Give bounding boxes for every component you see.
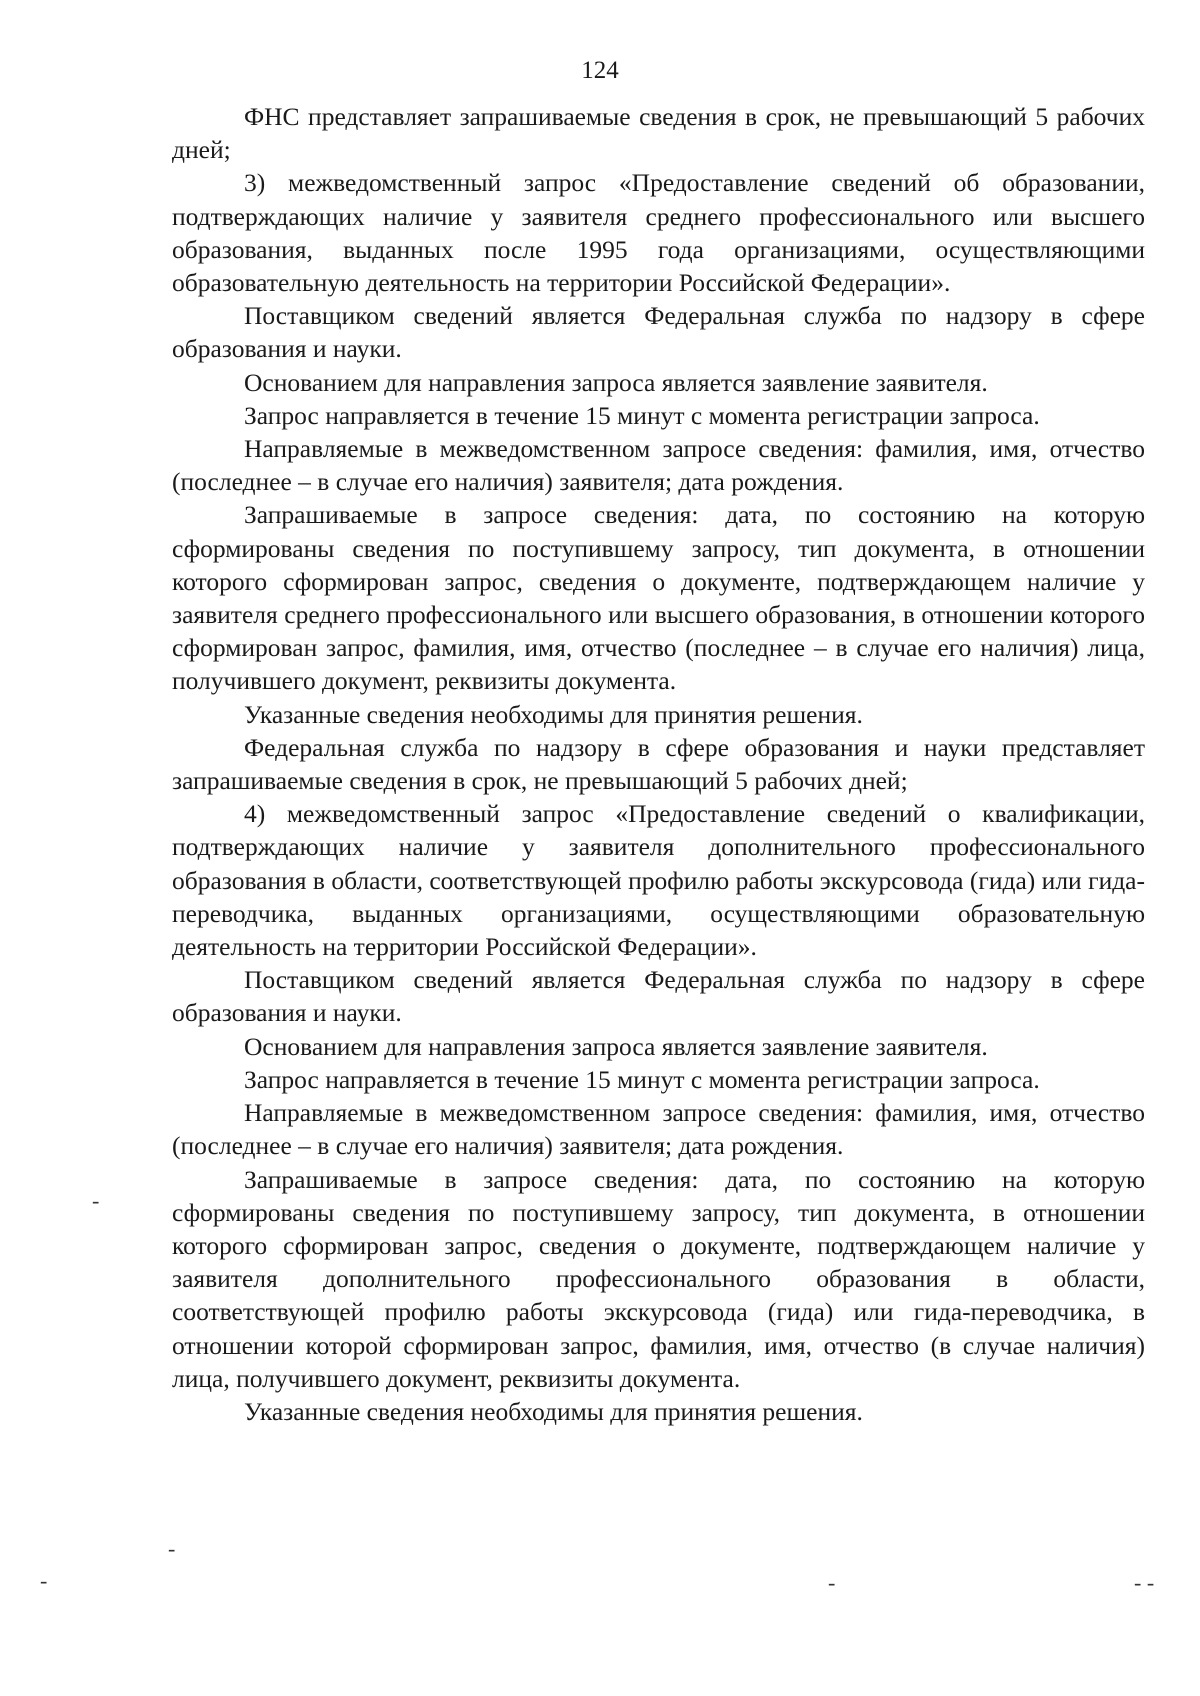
paragraph-basis: Основанием для направления запроса является заявление заявителя. [244,1031,988,1061]
scan-mark: - [828,1570,836,1595]
scan-mark: - [40,1568,48,1593]
document-body [172,100,1145,1428]
scan-mark: - - [1134,1570,1155,1595]
paragraph-sent-data: Направляемые в межведомственном запросе сведения: фамилия, имя, отчество (последнее – в случае его наличия) заявителя; дата рождения. [172,1098,1145,1161]
paragraph-sent-data: Направляемые в межведомственном запросе сведения: фамилия, имя, отчество (последнее – в случае его наличия) заявителя; дата рождения. [172,434,1145,497]
scan-mark: - [168,1536,176,1561]
paragraph-request-4: 4) межведомственный запрос «Предоставление сведений о квалификации, подтверждающих наличие у заявителя дополнительного профессионального образования в области, соответствующей профилю работы экскурсовода (гида) или гида-переводчика, выданных организациями, осуществляющими образовательную деятельность на территории Российской Федерации». [172,799,1145,962]
paragraph-timing: Запрос направляется в течение 15 минут с момента регистрации запроса. [244,400,1040,430]
paragraph-fns-deadline: ФНС представляет запрашиваемые сведения в срок, не превышающий 5 рабочих дней; [172,102,1145,165]
paragraph-provider: Поставщиком сведений является Федеральная служба по надзору в сфере образования и науки. [172,965,1145,1028]
paragraph-basis: Основанием для направления запроса является заявление заявителя. [244,367,988,397]
paragraph-provider: Поставщиком сведений является Федеральная служба по надзору в сфере образования и науки. [172,301,1145,364]
paragraph-deadline: Федеральная служба по надзору в сфере образования и науки представляет запрашиваемые сведения в срок, не превышающий 5 рабочих дней; [172,732,1145,796]
paragraph-request-3: 3) межведомственный запрос «Предоставление сведений об образовании, подтверждающих наличие у заявителя среднего профессионального или высшего образования, выданных после 1995 года организациями, осуществляющими образовательную деятельность на территории Российской Федерации». [172,168,1145,298]
scan-mark: - [92,1188,100,1213]
paragraph-requested-data: Запрашиваемые в запросе сведения: дата, по состоянию на которую сформированы сведения по поступившему запросу, тип документа, в отношении которого сформирован запрос, сведения о документе, подтверждающем наличие у заявителя дополнительного профессионального образования в области, соответствующей профилю работы экскурсовода (гида) или гида-переводчика, в отношении которой сформирован запрос, фамилия, имя, отчество (в случае наличия) лица, получившего документ, реквизиты документа. [172,1164,1145,1393]
paragraph-requested-data: Запрашиваемые в запросе сведения: дата, по состоянию на которую сформированы сведения по поступившему запросу, тип документа, в отношении которого сформирован запрос, сведения о документе, подтверждающем наличие у заявителя среднего профессионального или высшего образования, в отношении которого сформирован запрос, фамилия, имя, отчество (последнее – в случае его наличия) лица, получившего документ, реквизиты документа. [172,500,1145,696]
paragraph-necessity: Указанные сведения необходимы для принятия решения. [244,1396,863,1426]
page-number: 124 [581,57,619,84]
paragraph-timing: Запрос направляется в течение 15 минут с момента регистрации запроса. [244,1064,1040,1094]
paragraph-necessity: Указанные сведения необходимы для принятия решения. [244,699,863,729]
